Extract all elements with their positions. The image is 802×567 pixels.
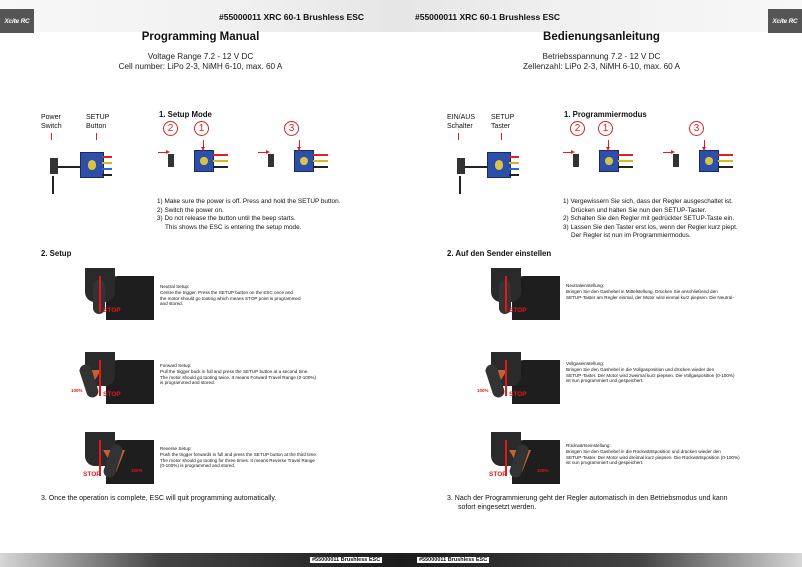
setup-line: The motor should go tooting twice. It means Forward Travel Range (0-100%)	[160, 374, 317, 380]
setup-line: Centre the trigger. Press the SETUP button on the ESC once and	[160, 289, 293, 295]
wire-black-icon	[213, 166, 228, 168]
percent-label: 100%	[537, 468, 549, 473]
setup-button-label-line1: SETUP	[491, 114, 515, 121]
reverse-setup-text	[566, 443, 746, 466]
percent-label: 100%	[131, 468, 143, 473]
wire-black-icon	[718, 166, 733, 168]
setup-heading: Reverse Setup:	[160, 446, 192, 451]
wire-yellow-icon	[102, 162, 112, 164]
logo-tab	[0, 9, 34, 33]
neutral-setup-text	[160, 284, 340, 307]
section-setup-title: 2. Auf den Sender einstellen	[447, 249, 552, 258]
wire-black-icon	[618, 166, 633, 168]
trigger-photo-forward	[477, 352, 560, 404]
esc-photo-step-3	[258, 140, 328, 188]
percent-label: 100%	[71, 388, 83, 393]
setup-button-label-line2: Taster	[491, 123, 511, 130]
closing-note: 3. Once the operation is complete, ESC will quit programming automatically.	[41, 495, 277, 502]
section-setup-mode-title: 1. Setup Mode	[159, 110, 212, 119]
wire-black-icon	[509, 174, 519, 176]
wire-yellow-icon	[313, 160, 328, 162]
section-setup-title: 2. Setup	[41, 249, 72, 258]
power-switch-icon	[168, 154, 174, 167]
wire-red-icon	[313, 154, 328, 156]
footer-title: #55000011 Brushless ESC	[419, 557, 488, 563]
esc-photo-main	[447, 140, 519, 196]
power-switch-label	[447, 113, 475, 131]
push-arrow-icon	[563, 152, 572, 153]
step-line: 3) Do not release the button until the beep starts.	[157, 215, 296, 223]
page-title: Bedienungsanleitung	[543, 31, 660, 43]
setup-line: Push the trigger forwards in full and press the SETUP button at the third time.	[160, 451, 318, 457]
step-line: Der Regler ist nun im Programmiermodus.	[571, 232, 691, 240]
step-line: 2) Switch the power on.	[157, 206, 224, 214]
power-switch-label-line1: Power	[41, 114, 61, 121]
esc-photo-step-3	[663, 140, 733, 188]
wire-yellow-icon	[509, 162, 519, 164]
setup-button-label	[491, 113, 514, 131]
release-arrow-icon	[704, 140, 705, 148]
trigger-photo-forward	[71, 352, 154, 404]
press-arrow-icon	[203, 140, 204, 148]
setup-line: ist nun programmiert und gespeichert.	[566, 460, 644, 466]
power-switch-icon	[50, 158, 58, 174]
brand-logo: Xcite RC	[772, 17, 798, 25]
setup-line: Pull the trigger back in full and press the SETUP button at a second time.	[160, 368, 309, 374]
stop-label: STOP	[103, 307, 121, 314]
step-line: Drücken und halten Sie nun den SETUP-Taster.	[571, 206, 707, 214]
setup-line: is programmed and stored.	[160, 380, 215, 386]
setup-mode-steps	[563, 198, 738, 241]
percent-label: 100%	[477, 388, 489, 393]
power-switch-icon	[268, 154, 274, 167]
step-circle-2: 2	[570, 121, 585, 136]
push-arrow-icon	[258, 152, 267, 153]
right-page-german	[401, 0, 802, 567]
wire-red-icon	[509, 156, 519, 158]
setup-heading: Forward Setup:	[160, 363, 192, 368]
wire-black-icon	[313, 166, 328, 168]
setup-line: Bringen Sie den Gashebel in die Vollgasposition und drücken wieder den	[566, 366, 715, 372]
step-line: 1) Vergewissern Sie sich, dass der Regler ausgeschaltet ist.	[563, 198, 733, 205]
setup-heading: Neutral Setup:	[160, 284, 190, 289]
power-switch-label-line1: EIN/AUS	[447, 114, 476, 121]
wire-down-icon	[52, 176, 54, 194]
step-line: 2) Schalten Sie den Regler mit gedrückter SETUP-Taste ein.	[563, 215, 735, 223]
document-title: #55000011 XRC 60-1 Brushless ESC	[415, 12, 561, 22]
trigger-photo-neutral	[71, 268, 154, 320]
setup-line: Bringen Sie den Gashebel in Mittelstellung. Drücken Sie anschließend den	[566, 288, 718, 294]
footer-title: #55000011 Brushless ESC	[312, 557, 381, 563]
neutral-line-icon	[99, 276, 101, 312]
stop-label: STOP	[489, 471, 507, 478]
trigger-photo-reverse	[71, 432, 154, 484]
closing-note	[447, 494, 728, 512]
wire-yellow-icon	[213, 160, 228, 162]
brand-logo: Xcite RC	[4, 17, 30, 25]
esc-photo-main	[40, 140, 112, 196]
power-switch-label-line2: Switch	[41, 123, 62, 130]
setup-heading: Neutraleinstellung:	[566, 283, 605, 288]
step-circle-1: 1	[194, 121, 209, 136]
wire-red-icon	[213, 154, 228, 156]
setup-mode-steps	[157, 198, 340, 232]
step-circle-3: 3	[284, 121, 299, 136]
esc-photo-step-1-2	[563, 140, 633, 188]
section-setup-mode-title: 1. Programmiermodus	[564, 110, 647, 119]
stop-label: STOP	[83, 471, 101, 478]
stop-label: STOP	[103, 391, 121, 398]
setup-heading: Vollgaseinstellung:	[566, 361, 605, 366]
esc-unit-icon	[294, 150, 314, 172]
step-line: This shows the ESC is entering the setup mode.	[165, 223, 302, 231]
setup-button-label-line2: Button	[86, 123, 107, 130]
forward-setup-text	[566, 361, 746, 384]
logo-tab	[768, 9, 802, 33]
setup-button-label	[86, 113, 109, 131]
step-line: 1) Make sure the power is off. Press and hold the SETUP button.	[157, 198, 341, 205]
step-line: 3) Lassen Sie den Taster erst los, wenn der Regler kurz piept.	[563, 223, 738, 231]
document-title: #55000011 XRC 60-1 Brushless ESC	[219, 12, 365, 22]
cell-number: Zellenzahl: LiPo 2-3, NiMH 6-10, max. 60 A	[523, 62, 680, 71]
release-arrow-icon	[299, 140, 300, 148]
voltage-range: Voltage Range 7.2 - 12 V DC	[147, 52, 254, 61]
neutral-line-icon	[505, 360, 507, 396]
wire-blue-icon	[509, 168, 519, 170]
setup-line: SETUP-Taster. Der Motor wird dreimal kurz piepsen. Die Rückwärtsposition (0-100%)	[566, 454, 740, 460]
setup-line: SETUP-Taster am Regler einmal, der Motor wird einmal kurz piepsen. Die Neutral-	[566, 294, 734, 300]
step-circle-3: 3	[689, 121, 704, 136]
setup-line: the motor should go tooting which means STOP point is programmed	[160, 295, 301, 301]
neutral-line-icon	[505, 276, 507, 312]
power-switch-icon	[673, 154, 679, 167]
cell-number: Cell number: LiPo 2-3, NiMH 6-10, max. 60 A	[118, 62, 283, 71]
trigger-photo-reverse	[477, 432, 560, 484]
power-switch-label-line2: Schalter	[447, 123, 473, 130]
power-switch-icon	[573, 154, 579, 167]
stop-label: STOP	[509, 307, 527, 314]
wire-black-icon	[102, 174, 112, 176]
power-switch-label	[41, 113, 62, 131]
setup-line: SETUP-Taster. Der Motor wird zweimal kurz piepsen. Die Vollgasposition (0-100%)	[566, 372, 735, 378]
setup-button-label-line1: SETUP	[86, 114, 110, 121]
setup-line: and stored.	[160, 301, 183, 307]
closing-line-2: sofort eingesetzt werden.	[458, 504, 537, 511]
wire-red-icon	[718, 154, 733, 156]
wire-blue-icon	[102, 168, 112, 170]
step-circle-1: 1	[598, 121, 613, 136]
esc-unit-icon	[699, 150, 719, 172]
setup-heading: Rückwärtseinstellung:	[566, 443, 611, 448]
setup-line: Bringen Sie den Gashebel in die Rückwärtsposition und drücken wieder den	[566, 448, 721, 454]
wire-yellow-icon	[618, 160, 633, 162]
neutral-line-icon	[99, 360, 101, 396]
wire-red-icon	[102, 156, 112, 158]
wire-down-icon	[459, 176, 461, 194]
esc-photo-step-1-2	[158, 140, 228, 188]
setup-line: The motor should go tooting for three times. It means Reverse Travel Range	[160, 457, 315, 463]
wire-yellow-icon	[718, 160, 733, 162]
setup-line: ist nun programmiert und gespeichert.	[566, 378, 644, 384]
stop-label: STOP	[509, 391, 527, 398]
page-title: Programming Manual	[141, 31, 260, 43]
esc-unit-icon	[599, 150, 619, 172]
voltage-range: Betriebsspannung 7.2 - 12 V DC	[542, 52, 661, 61]
esc-unit-icon	[487, 152, 511, 178]
neutral-setup-text	[566, 283, 746, 300]
power-switch-icon	[457, 158, 465, 174]
push-arrow-icon	[663, 152, 672, 153]
esc-unit-icon	[194, 150, 214, 172]
push-arrow-icon	[158, 152, 167, 153]
closing-line-1: 3. Nach der Programmierung geht der Regler automatisch in den Betriebsmodus und kann	[447, 495, 728, 502]
wire-red-icon	[618, 154, 633, 156]
setup-line: (0-100%) is programmed and stored.	[160, 463, 236, 469]
press-arrow-icon	[608, 140, 609, 148]
esc-unit-icon	[80, 152, 104, 178]
reverse-setup-text	[160, 446, 340, 469]
forward-setup-text	[160, 363, 340, 386]
step-circle-2: 2	[163, 121, 178, 136]
trigger-photo-neutral	[477, 268, 560, 320]
